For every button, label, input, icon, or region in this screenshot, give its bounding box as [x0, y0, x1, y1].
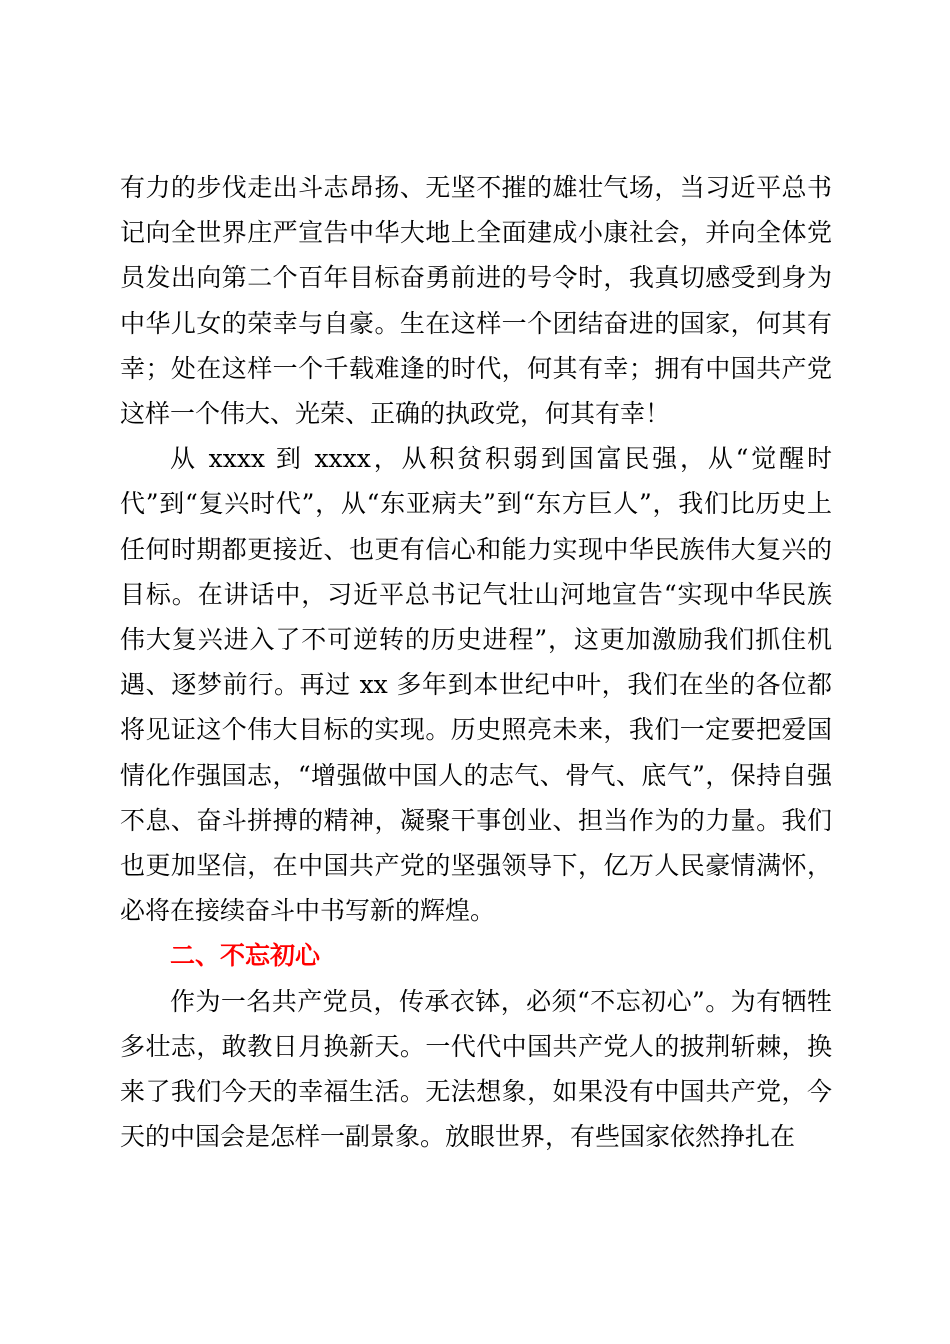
document-page	[120, 165, 832, 1159]
body-paragraph-1: 有力的步伐走出斗志昂扬、无坚不摧的雄壮气场，当习近平总书记向全世界庄严宣告中华大地上全面建成小康社会，并向全体党员发出向第二个百年目标奋勇前进的号令时，我真切感受到身为中华儿女的荣幸与自豪。生在这样一个团结奋进的国家，何其有幸；处在这样一个千载难逢的时代，何其有幸；拥有中国共产党这样一个伟大、光荣、正确的执政党，何其有幸！	[120, 173, 832, 429]
body-paragraph-3: 作为一名共产党员，传承衣钵，必须“不忘初心”。为有牺牲多壮志，敢教日月换新天。一代代中国共产党人的披荆斩棘，换来了我们今天的幸福生活。无法想象，如果没有中国共产党，今天的中国会是怎样一副景象。放眼世界，有些国家依然挣扎在	[120, 986, 832, 1152]
body-paragraph-2: 从 xxxx 到 xxxx，从积贫积弱到国富民强，从“觉醒时代”到“复兴时代”，从“东亚病夫”到“东方巨人”，我们比历史上任何时期都更接近、也更有信心和能力实现中华民族伟大复兴的目标。在讲话中，习近平总书记气壮山河地宣告“实现中华民族伟大复兴进入了不可逆转的历史进程”，这更加激励我们抓住机遇、逐梦前行。再过 xx 多年到本世纪中叶，我们在坐的各位都将见证这个伟大目标的实现。历史照亮未来，我们一定要把爱国情化作强国志，“增强做中国人的志气、骨气、底气”，保持自强不息、奋斗拼搏的精神，凝聚干事创业、担当作为的力量。我们也更加坚信，在中国共产党的坚强领导下，亿万人民豪情满怀，必将在接续奋斗中书写新的辉煌。	[120, 444, 832, 926]
section-heading: 二、不忘初心	[170, 941, 321, 971]
